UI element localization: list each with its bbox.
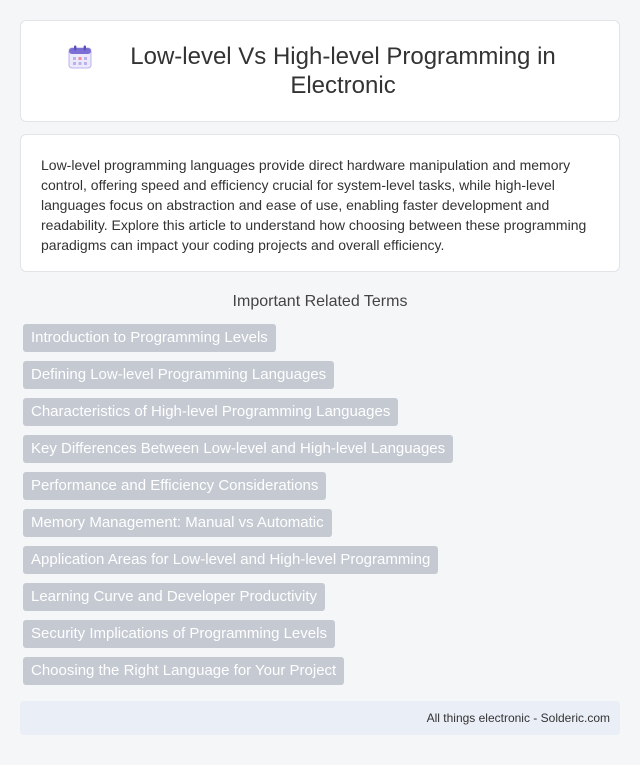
related-term-tag[interactable]: Memory Management: Manual vs Automatic [23, 509, 332, 537]
footer-text: All things electronic - Solderic.com [426, 711, 610, 725]
page-title: Low-level Vs High-level Programming in Electronic [130, 43, 556, 99]
related-term-tag[interactable]: Key Differences Between Low-level and High-level Languages [23, 435, 453, 463]
related-term-tag[interactable]: Application Areas for Low-level and High-level Programming [23, 546, 438, 574]
related-term-tag[interactable]: Security Implications of Programming Levels [23, 620, 335, 648]
title-wrap [67, 42, 573, 100]
related-term-tag[interactable]: Characteristics of High-level Programming Languages [23, 398, 398, 426]
related-term-tag[interactable]: Choosing the Right Language for Your Project [23, 657, 344, 685]
related-terms-list [20, 324, 620, 694]
related-term-tag[interactable]: Defining Low-level Programming Languages [23, 361, 334, 389]
summary-card [20, 134, 620, 272]
related-terms-heading: Important Related Terms [232, 293, 408, 310]
related-term-tag[interactable]: Introduction to Programming Levels [23, 324, 276, 352]
header-card [20, 20, 620, 122]
related-term-tag[interactable]: Performance and Efficiency Considerations [23, 472, 326, 500]
related-term-tag[interactable]: Learning Curve and Developer Productivity [23, 583, 325, 611]
summary-text: Low-level programming languages provide direct hardware manipulation and memory control, offering speed and efficiency crucial for system-level tasks, while high-level languages focus on abstraction and ease of use, enabling faster development and readability. Explore this article to understand how choosing between these programming paradigms can impact your coding projects and overall efficiency. [41, 157, 587, 253]
calendar-icon [67, 44, 93, 70]
footer [20, 701, 620, 735]
